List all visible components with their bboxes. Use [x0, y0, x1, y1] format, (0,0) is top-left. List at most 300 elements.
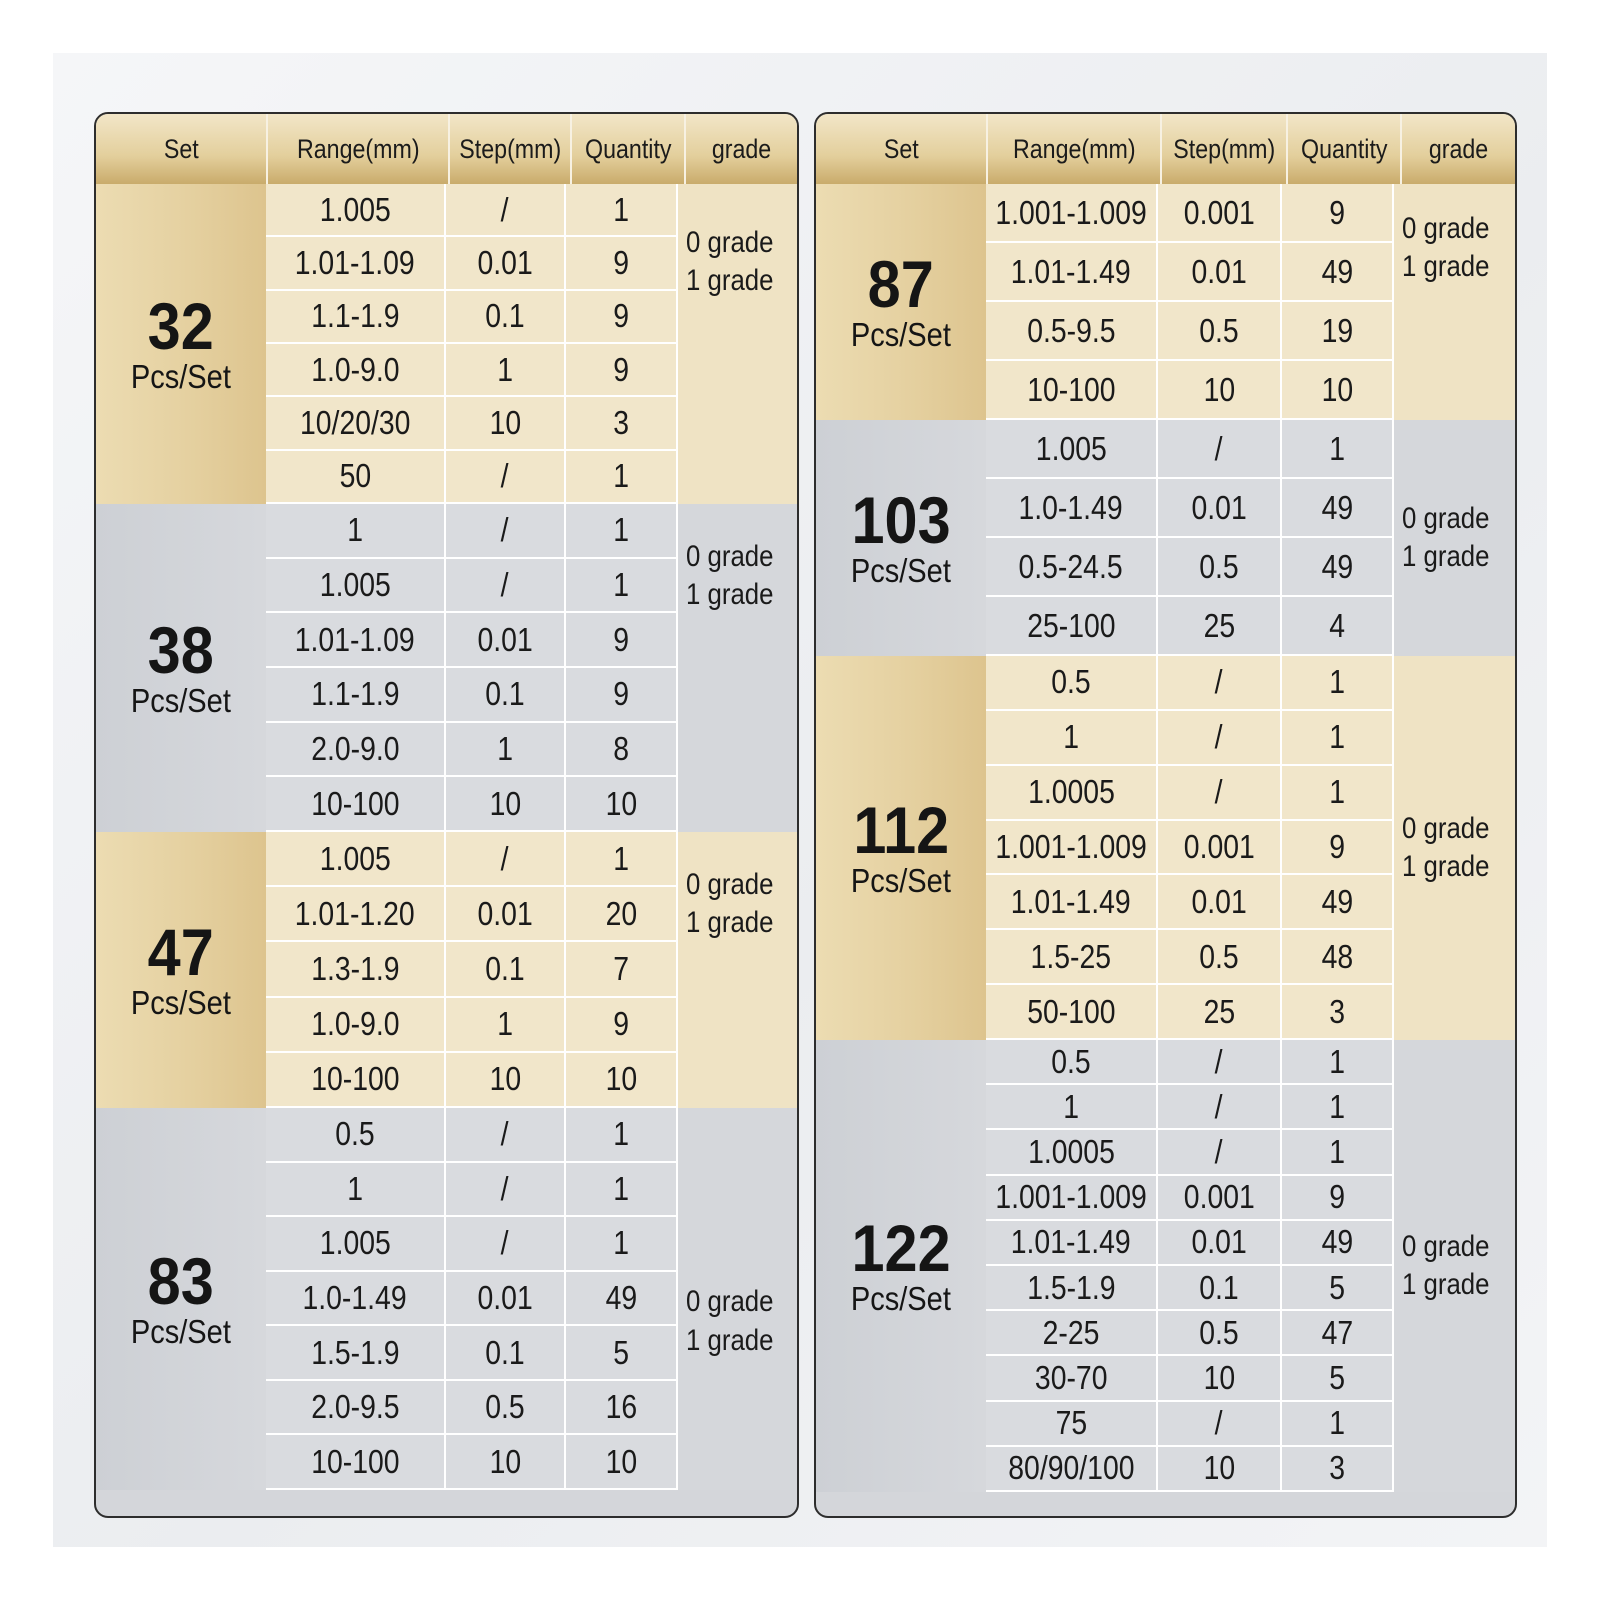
quantity-cell — [1282, 1221, 1394, 1266]
step-cell — [1158, 821, 1282, 876]
grade-line: 0 grade — [1402, 212, 1490, 245]
step-cell-text: 10 — [1203, 370, 1235, 408]
set-cell — [96, 1108, 266, 1490]
quantity-cell-text: 19 — [1321, 311, 1353, 349]
step-cell-text: 0.1 — [485, 675, 525, 713]
set-cell — [96, 504, 266, 832]
step-cell — [446, 291, 566, 344]
step-cell-text: / — [501, 1169, 509, 1207]
quantity-cell-text: 9 — [613, 243, 629, 281]
step-cell — [446, 942, 566, 997]
quantity-cell-text: 16 — [605, 1388, 637, 1426]
range-cell-text: 1.01-1.09 — [295, 620, 415, 658]
set-unit-label: Pcs/Set — [850, 1279, 952, 1317]
range-cell-text: 0.5 — [1051, 1042, 1091, 1080]
step-cell — [446, 832, 566, 887]
grade-line: 1 grade — [1402, 250, 1490, 284]
quantity-cell-text: 3 — [1329, 1449, 1345, 1487]
table-row — [986, 184, 1394, 243]
range-cell — [986, 711, 1158, 766]
step-cell — [446, 1326, 566, 1381]
quantity-cell-text: 9 — [613, 350, 629, 388]
range-cell-text: 10-100 — [310, 784, 400, 822]
range-cell-text: 75 — [1055, 1404, 1087, 1442]
header-step: Step(mm) — [1162, 114, 1288, 184]
table-row — [986, 985, 1394, 1040]
step-cell-text: 10 — [489, 403, 521, 441]
quantity-cell-text: 1 — [1329, 1087, 1345, 1125]
quantity-cell-text: 20 — [605, 894, 637, 932]
range-cell — [266, 291, 446, 344]
range-cell — [266, 559, 446, 614]
gauge-block-table-right — [814, 112, 1517, 1518]
range-cell-text: 2.0-9.5 — [310, 1388, 400, 1426]
grade-line: 0 grade — [686, 540, 774, 573]
quantity-cell — [1282, 1176, 1394, 1221]
quantity-cell — [1282, 1130, 1394, 1175]
grade-line: 0 grade — [1402, 1229, 1490, 1263]
grade-line: 1 grade — [686, 578, 774, 612]
table-row — [266, 184, 678, 237]
grade-line: 0 grade — [686, 1285, 774, 1319]
range-cell — [266, 832, 446, 887]
step-cell — [446, 1217, 566, 1272]
quantity-cell-text: 48 — [1321, 937, 1353, 975]
range-cell-text: 0.5 — [1051, 663, 1091, 701]
quantity-cell — [1282, 656, 1394, 711]
step-cell — [1158, 1176, 1282, 1221]
table-row — [266, 1381, 678, 1436]
range-cell — [266, 1326, 446, 1381]
quantity-cell-text: 4 — [1329, 606, 1345, 644]
grade-line: 0 grade — [1402, 501, 1490, 535]
header-quantity: Quantity — [572, 114, 686, 184]
range-cell — [986, 361, 1158, 420]
quantity-cell — [566, 1217, 678, 1272]
quantity-cell-text: 49 — [1321, 547, 1353, 585]
step-cell — [446, 397, 566, 450]
table-row — [266, 344, 678, 397]
step-cell — [446, 1163, 566, 1218]
quantity-cell — [566, 1326, 678, 1381]
range-cell — [266, 942, 446, 997]
step-cell-text: 0.1 — [485, 1333, 525, 1371]
table-row — [986, 538, 1394, 597]
set-unit-label: Pcs/Set — [850, 861, 952, 899]
quantity-cell — [566, 1163, 678, 1218]
set-rows — [266, 504, 678, 832]
set-group-47 — [96, 832, 797, 1108]
table-row — [266, 1053, 678, 1108]
range-cell-text: 0.5 — [335, 1115, 375, 1153]
range-cell — [986, 821, 1158, 876]
header-grade: grade — [1402, 114, 1515, 184]
table-row — [266, 397, 678, 450]
table-row — [986, 302, 1394, 361]
step-cell-text: 0.01 — [1191, 882, 1247, 920]
quantity-cell-text: 1 — [613, 566, 629, 603]
step-cell-text: 1 — [497, 1005, 513, 1043]
table-row — [986, 1221, 1394, 1266]
table-row — [266, 1163, 678, 1218]
grade-line: 1 grade — [1402, 850, 1490, 883]
step-cell — [1158, 420, 1282, 479]
grade-cell — [1394, 656, 1515, 1040]
range-cell — [986, 1176, 1158, 1221]
quantity-cell-text: 5 — [1329, 1359, 1345, 1397]
set-group-112 — [816, 656, 1515, 1040]
table-row — [266, 291, 678, 344]
range-cell — [266, 1217, 446, 1272]
quantity-cell-text: 9 — [1329, 1178, 1345, 1216]
set-group-83 — [96, 1108, 797, 1490]
header-grade: grade — [686, 114, 797, 184]
step-cell-text: / — [1215, 429, 1223, 467]
grade-cell — [678, 184, 797, 504]
set-rows — [986, 184, 1394, 420]
quantity-cell-text: 1 — [1329, 663, 1345, 701]
range-cell-text: 1.1-1.9 — [310, 297, 400, 335]
range-cell — [266, 504, 446, 559]
step-cell — [446, 1435, 566, 1490]
quantity-cell-text: 49 — [1321, 1223, 1353, 1261]
quantity-cell-text: 49 — [1321, 488, 1353, 526]
step-cell-text: 0.01 — [1191, 252, 1247, 290]
quantity-cell — [566, 1272, 678, 1327]
table-row — [986, 597, 1394, 656]
table-row — [986, 930, 1394, 985]
quantity-cell-text: 3 — [1329, 992, 1345, 1030]
header-range: Range(mm) — [268, 114, 450, 184]
step-cell — [1158, 1356, 1282, 1401]
set-count: 47 — [147, 914, 215, 989]
step-cell-text: 0.001 — [1183, 193, 1255, 231]
range-cell — [986, 1040, 1158, 1085]
grade-line: 1 grade — [686, 1323, 774, 1357]
quantity-cell — [1282, 711, 1394, 766]
grade-cell — [678, 504, 797, 832]
set-unit-label: Pcs/Set — [850, 315, 952, 353]
range-cell — [986, 766, 1158, 821]
table-row — [986, 711, 1394, 766]
quantity-cell-text: 1 — [613, 1115, 629, 1153]
range-cell — [986, 420, 1158, 479]
step-cell-text: 10 — [1203, 1449, 1235, 1487]
quantity-cell — [1282, 985, 1394, 1040]
table-row — [986, 1356, 1394, 1401]
step-cell-text: 10 — [489, 1442, 521, 1480]
set-rows — [986, 420, 1394, 656]
set-rows — [266, 184, 678, 504]
grade-cell — [1394, 1040, 1515, 1492]
table-row — [266, 504, 678, 559]
step-cell — [446, 777, 566, 832]
table-row — [986, 1176, 1394, 1221]
step-cell-text: 25 — [1203, 992, 1235, 1030]
range-cell-text: 1.01-1.49 — [1011, 1223, 1131, 1261]
quantity-cell-text: 7 — [613, 950, 629, 987]
step-cell-text: / — [501, 1224, 509, 1262]
set-group-87 — [816, 184, 1515, 420]
quantity-cell — [566, 1435, 678, 1490]
set-rows — [266, 832, 678, 1108]
grade-line: 1 grade — [686, 906, 774, 940]
quantity-cell — [1282, 243, 1394, 302]
range-cell-text: 1.001-1.009 — [995, 828, 1147, 865]
quantity-cell — [566, 1053, 678, 1108]
table-row — [266, 1326, 678, 1381]
step-cell — [1158, 1447, 1282, 1492]
quantity-cell-text: 47 — [1321, 1313, 1353, 1351]
table-row — [986, 766, 1394, 821]
set-group-103 — [816, 420, 1515, 656]
range-cell-text: 1.0-9.0 — [310, 1005, 400, 1043]
range-cell-text: 10-100 — [1026, 370, 1116, 408]
quantity-cell — [1282, 766, 1394, 821]
quantity-cell-text: 10 — [605, 1060, 637, 1098]
range-cell — [986, 597, 1158, 656]
table-row — [266, 451, 678, 504]
table-row — [266, 1272, 678, 1327]
quantity-cell-text: 1 — [613, 457, 629, 495]
step-cell — [1158, 1221, 1282, 1266]
step-cell — [446, 451, 566, 504]
step-cell-text: / — [1215, 718, 1223, 756]
step-cell — [446, 613, 566, 668]
step-cell — [446, 504, 566, 559]
range-cell-text: 50-100 — [1026, 992, 1116, 1030]
table-row — [266, 723, 678, 778]
table-row — [266, 832, 678, 887]
set-cell — [816, 184, 986, 420]
range-cell-text: 1.0-9.0 — [310, 350, 400, 388]
step-cell-text: 10 — [489, 784, 521, 822]
range-cell-text: 80/90/100 — [1007, 1449, 1135, 1487]
set-unit-label: Pcs/Set — [130, 681, 232, 719]
range-cell-text: 1.001-1.009 — [995, 193, 1147, 231]
quantity-cell — [1282, 302, 1394, 361]
step-cell-text: 1 — [497, 730, 513, 768]
range-cell — [266, 723, 446, 778]
set-rows — [266, 1108, 678, 1490]
range-cell — [266, 344, 446, 397]
grade-cell — [1394, 184, 1515, 420]
step-cell — [1158, 243, 1282, 302]
set-count: 87 — [867, 246, 935, 321]
quantity-cell — [566, 668, 678, 723]
table-row — [266, 1435, 678, 1490]
grade-line: 1 grade — [1402, 540, 1490, 573]
step-cell — [1158, 985, 1282, 1040]
set-count: 112 — [853, 792, 949, 867]
range-cell — [266, 451, 446, 504]
range-cell — [266, 668, 446, 723]
range-cell-text: 2-25 — [1042, 1313, 1100, 1351]
range-cell-text: 1 — [347, 1169, 363, 1207]
step-cell — [446, 1053, 566, 1108]
table-row — [266, 777, 678, 832]
quantity-cell-text: 1 — [613, 511, 629, 549]
quantity-cell-text: 10 — [1321, 370, 1353, 408]
step-cell-text: 0.01 — [1191, 1223, 1247, 1261]
step-cell-text: 0.01 — [477, 1279, 533, 1317]
range-cell-text: 1.0005 — [1027, 773, 1115, 811]
step-cell — [446, 237, 566, 290]
range-cell-text: 0.5-9.5 — [1026, 311, 1116, 349]
table-row — [986, 1130, 1394, 1175]
range-cell-text: 1.005 — [1035, 429, 1107, 467]
range-cell — [266, 777, 446, 832]
quantity-cell — [1282, 1311, 1394, 1356]
range-cell — [266, 613, 446, 668]
set-cell — [96, 832, 266, 1108]
quantity-cell — [566, 397, 678, 450]
quantity-cell — [566, 887, 678, 942]
step-cell-text: 10 — [1203, 1359, 1235, 1397]
quantity-cell-text: 5 — [613, 1333, 629, 1371]
step-cell — [446, 887, 566, 942]
quantity-cell-text: 1 — [1329, 1133, 1345, 1170]
step-cell — [446, 344, 566, 397]
step-cell-text: / — [501, 1115, 509, 1153]
step-cell-text: 0.5 — [1199, 1313, 1239, 1351]
step-cell-text: 0.5 — [1199, 311, 1239, 349]
quantity-cell — [566, 613, 678, 668]
quantity-cell — [566, 559, 678, 614]
range-cell — [266, 237, 446, 290]
step-cell — [446, 1272, 566, 1327]
table-row — [266, 613, 678, 668]
range-cell — [986, 1130, 1158, 1175]
header-step: Step(mm) — [450, 114, 572, 184]
set-group-122 — [816, 1040, 1515, 1492]
quantity-cell-text: 8 — [613, 730, 629, 768]
quantity-cell-text: 1 — [1329, 429, 1345, 467]
quantity-cell-text: 9 — [613, 297, 629, 335]
range-cell-text: 1.005 — [319, 1224, 391, 1262]
quantity-cell — [566, 344, 678, 397]
quantity-cell — [1282, 361, 1394, 420]
step-cell — [1158, 875, 1282, 930]
range-cell — [986, 243, 1158, 302]
quantity-cell — [1282, 821, 1394, 876]
range-cell — [986, 538, 1158, 597]
grade-cell — [1394, 420, 1515, 656]
quantity-cell-text: 49 — [605, 1279, 637, 1317]
step-cell-text: 25 — [1203, 606, 1235, 644]
quantity-cell — [566, 291, 678, 344]
quantity-cell — [1282, 420, 1394, 479]
range-cell — [986, 1311, 1158, 1356]
quantity-cell — [1282, 875, 1394, 930]
quantity-cell-text: 10 — [605, 784, 637, 822]
range-cell-text: 1.01-1.49 — [1011, 882, 1131, 920]
quantity-cell — [566, 504, 678, 559]
step-cell-text: / — [501, 190, 509, 228]
set-unit-label: Pcs/Set — [850, 551, 952, 589]
step-cell-text: 0.01 — [1191, 488, 1247, 526]
range-cell-text: 1.01-1.20 — [295, 894, 415, 932]
range-cell-text: 1.005 — [319, 190, 391, 228]
range-cell — [986, 875, 1158, 930]
range-cell — [266, 1163, 446, 1218]
range-cell-text: 1.01-1.09 — [295, 243, 415, 281]
range-cell — [266, 1053, 446, 1108]
grade-line: 0 grade — [1402, 811, 1490, 845]
step-cell — [1158, 538, 1282, 597]
set-rows — [986, 656, 1394, 1040]
range-cell-text: 1.5-1.9 — [1026, 1268, 1116, 1306]
table-row — [266, 887, 678, 942]
quantity-cell-text: 5 — [1329, 1268, 1345, 1306]
quantity-cell — [1282, 1447, 1394, 1492]
range-cell — [986, 985, 1158, 1040]
quantity-cell — [1282, 1040, 1394, 1085]
gauge-block-table-left — [94, 112, 799, 1518]
table-row — [986, 1266, 1394, 1311]
table-row — [986, 1311, 1394, 1356]
step-cell — [1158, 930, 1282, 985]
step-cell-text: 0.5 — [485, 1388, 525, 1426]
range-cell-text: 10-100 — [310, 1060, 400, 1098]
range-cell — [986, 656, 1158, 711]
table-row — [986, 1040, 1394, 1085]
grade-line: 1 grade — [1402, 1268, 1490, 1301]
quantity-cell-text: 1 — [1329, 1404, 1345, 1442]
header-quantity: Quantity — [1288, 114, 1402, 184]
range-cell — [266, 1272, 446, 1327]
step-cell-text: 0.5 — [1199, 547, 1239, 585]
step-cell — [446, 998, 566, 1053]
table-row — [986, 656, 1394, 711]
step-cell-text: 0.001 — [1183, 828, 1255, 865]
quantity-cell — [1282, 1085, 1394, 1130]
table-row — [986, 1085, 1394, 1130]
table-row — [266, 559, 678, 614]
range-cell-text: 25-100 — [1026, 606, 1116, 644]
step-cell — [1158, 361, 1282, 420]
range-cell-text: 1.0-1.49 — [1018, 488, 1124, 526]
set-cell — [816, 656, 986, 1040]
quantity-cell-text: 10 — [605, 1442, 637, 1480]
quantity-cell — [566, 777, 678, 832]
range-cell-text: 10-100 — [310, 1442, 400, 1480]
table-row — [986, 875, 1394, 930]
range-cell-text: 1.0005 — [1027, 1133, 1115, 1170]
table-row — [986, 243, 1394, 302]
quantity-cell-text: 49 — [1321, 882, 1353, 920]
step-cell-text: 0.001 — [1183, 1178, 1255, 1216]
quantity-cell-text: 1 — [613, 1224, 629, 1262]
step-cell — [1158, 1040, 1282, 1085]
step-cell-text: / — [1215, 663, 1223, 701]
range-cell — [266, 887, 446, 942]
step-cell — [1158, 1402, 1282, 1447]
step-cell — [1158, 184, 1282, 243]
range-cell-text: 1.001-1.009 — [995, 1178, 1147, 1216]
set-cell — [96, 184, 266, 504]
step-cell-text: 0.1 — [485, 297, 525, 335]
range-cell-text: 1.1-1.9 — [310, 675, 400, 713]
step-cell-text: / — [501, 839, 509, 877]
quantity-cell — [566, 237, 678, 290]
step-cell-text: 1 — [497, 350, 513, 388]
quantity-cell — [566, 723, 678, 778]
quantity-cell — [1282, 184, 1394, 243]
quantity-cell — [566, 184, 678, 237]
range-cell-text: 1.0-1.49 — [302, 1279, 408, 1317]
range-cell — [986, 1266, 1158, 1311]
